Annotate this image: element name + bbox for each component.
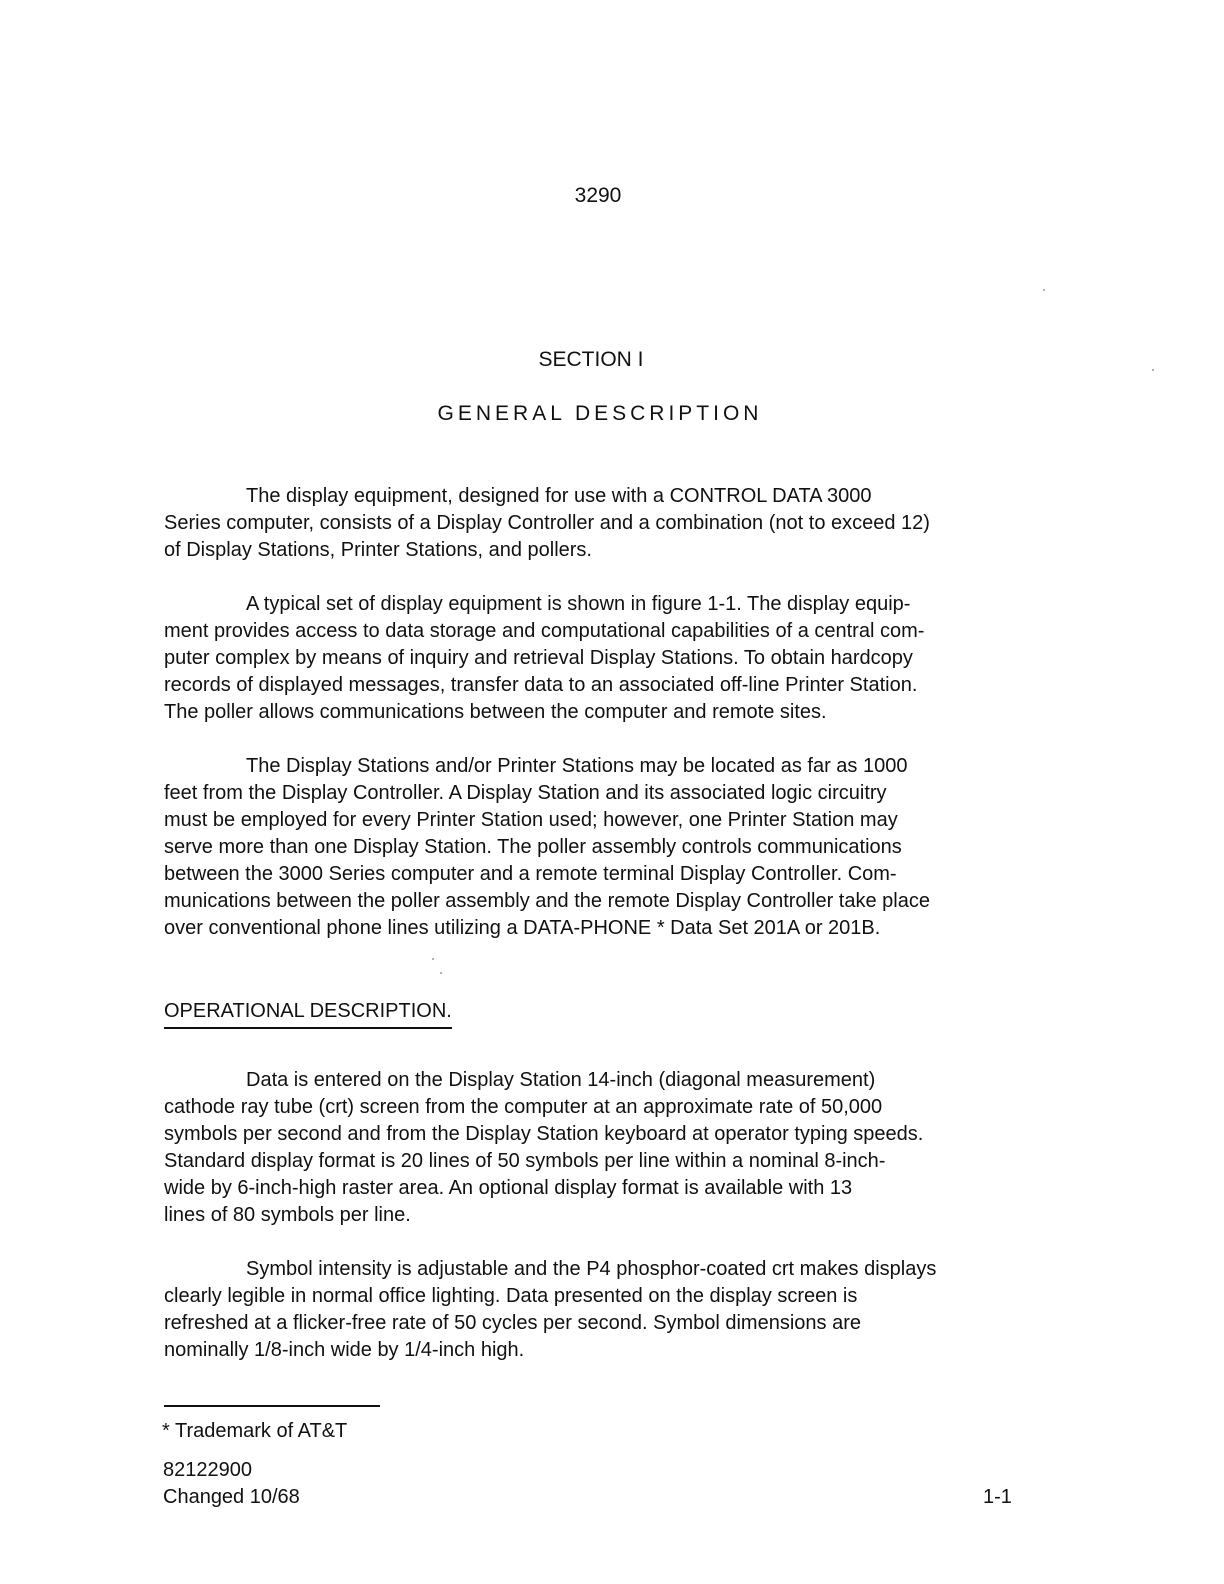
- text-line: puter complex by means of inquiry and retrieval Display Stations. To obtain hardcopy: [164, 647, 913, 669]
- text-line: of Display Stations, Printer Stations, and pollers.: [164, 539, 592, 561]
- document-number: 82122900: [163, 1459, 252, 1481]
- text-line: The display equipment, designed for use with a CONTROL DATA 3000: [246, 485, 872, 507]
- footnote-divider: [164, 1405, 380, 1407]
- text-line: A typical set of display equipment is shown in figure 1-1. The display equip-: [246, 593, 911, 615]
- text-line: clearly legible in normal office lighting. Data presented on the display screen is: [164, 1285, 858, 1307]
- text-line: The Display Stations and/or Printer Stations may be located as far as 1000: [246, 755, 908, 777]
- text-line: Standard display format is 20 lines of 50 symbols per line within a nominal 8-inch-: [164, 1150, 886, 1172]
- text-line: must be employed for every Printer Station used; however, one Printer Station may: [164, 809, 898, 831]
- scan-speck: [432, 958, 434, 960]
- text-line: Series computer, consists of a Display Controller and a combination (not to exceed 12): [164, 512, 930, 534]
- scan-speck: [440, 972, 442, 974]
- text-line: between the 3000 Series computer and a remote terminal Display Controller. Com-: [164, 863, 897, 885]
- section-title: GENERAL DESCRIPTION: [437, 402, 763, 425]
- model-number: 3290: [574, 184, 622, 207]
- operational-description-heading: OPERATIONAL DESCRIPTION.: [164, 998, 452, 1029]
- text-line: lines of 80 symbols per line.: [164, 1204, 411, 1226]
- paragraph-station-location: [164, 753, 1064, 942]
- text-line: refreshed at a flicker-free rate of 50 cycles per second. Symbol dimensions are: [164, 1312, 861, 1334]
- text-line: munications between the poller assembly and the remote Display Controller take place: [164, 890, 930, 912]
- text-line: nominally 1/8-inch wide by 1/4-inch high.: [164, 1339, 525, 1361]
- scan-speck: [1152, 369, 1154, 371]
- text-line: Symbol intensity is adjustable and the P4 phosphor-coated crt makes displays: [246, 1258, 937, 1280]
- trademark-footnote: * Trademark of AT&T: [162, 1420, 348, 1442]
- text-line: The poller allows communications between the computer and remote sites.: [164, 701, 827, 723]
- text-line: ment provides access to data storage and computational capabilities of a central com-: [164, 620, 925, 642]
- paragraph-typical-set: [164, 591, 1064, 726]
- scan-speck: [1043, 289, 1045, 291]
- paragraph-data-entry: [164, 1067, 1064, 1229]
- page-number: 1-1: [983, 1486, 1012, 1508]
- text-line: symbols per second and from the Display Station keyboard at operator typing speeds.: [164, 1123, 924, 1145]
- change-date: Changed 10/68: [163, 1486, 300, 1508]
- text-line: feet from the Display Controller. A Display Station and its associated logic circuitry: [164, 782, 887, 804]
- paragraph-display-equipment: [164, 483, 1064, 564]
- text-line: wide by 6-inch-high raster area. An optional display format is available with 13: [164, 1177, 853, 1199]
- text-line: records of displayed messages, transfer data to an associated off-line Printer Station.: [164, 674, 918, 696]
- text-line: Data is entered on the Display Station 14-inch (diagonal measurement): [246, 1069, 876, 1091]
- text-line: serve more than one Display Station. The poller assembly controls communications: [164, 836, 902, 858]
- paragraph-symbol-intensity: [164, 1256, 1064, 1364]
- text-line: over conventional phone lines utilizing a DATA-PHONE * Data Set 201A or 201B.: [164, 917, 881, 939]
- section-label: SECTION I: [538, 348, 644, 371]
- text-line: cathode ray tube (crt) screen from the computer at an approximate rate of 50,000: [164, 1096, 883, 1118]
